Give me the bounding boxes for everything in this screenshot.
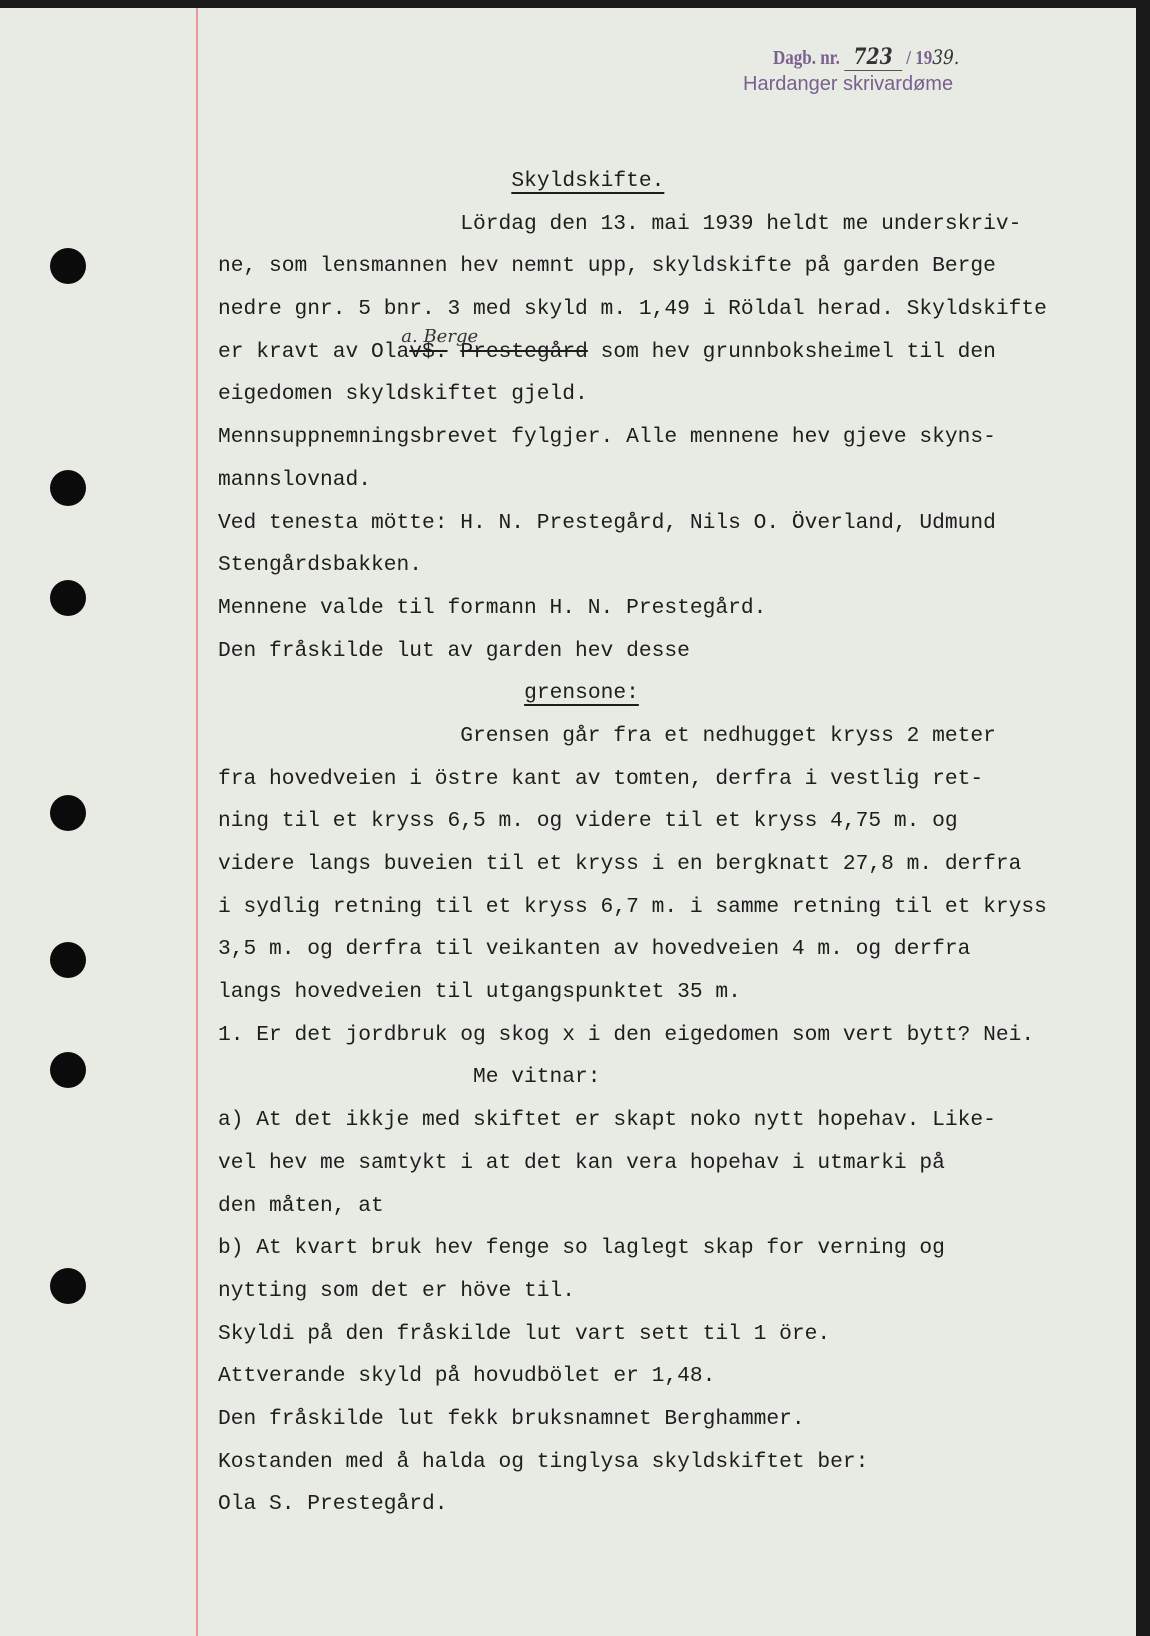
line-text: ne, som lensmannen hev nemnt upp, skyldskifte på garden Berge	[218, 254, 996, 279]
year-prefix: 19	[915, 47, 933, 69]
text-line	[218, 630, 1047, 673]
line-text: nedre gnr. 5 bnr. 3 med skyld m. 1,49 i Röldal herad. Skyldskifte	[218, 297, 1047, 322]
text-line	[218, 1099, 1047, 1142]
text-line	[218, 1441, 1047, 1484]
office-name: Hardanger skrivardøme	[743, 73, 954, 95]
text-line	[218, 1056, 1047, 1099]
line-text: Mennsuppnemningsbrevet fylgjer. Alle mennene hev gjeve skyns-	[218, 425, 996, 450]
text-line	[218, 459, 1047, 502]
handwritten-correction	[401, 325, 479, 364]
year-suffix: 39.	[932, 45, 960, 69]
punch-hole	[50, 470, 86, 506]
text-line	[218, 288, 1047, 331]
text-line	[218, 1142, 1047, 1185]
text-line	[218, 928, 1047, 971]
text-line	[218, 715, 1047, 758]
dagb-label: Dagb. nr.	[773, 47, 840, 69]
line-text: vel hev me samtykt i at det kan vera hopehav i utmarki på	[218, 1150, 945, 1175]
claim-before: er kravt av Ola	[218, 339, 410, 364]
line-text: 3,5 m. og derfra til veikanten av hovedveien 4 m. og derfra	[218, 937, 971, 962]
line-text: Mennene valde til formann H. N. Prestegård.	[218, 595, 767, 620]
line-text: Stengårdsbakken.	[218, 553, 423, 578]
line-text: ning til et kryss 6,5 m. og videre til et kryss 4,75 m. og	[218, 809, 958, 834]
line-text: Attverande skyld på hovudbölet er 1,48.	[218, 1364, 716, 1389]
line-text: langs hovedveien til utgangspunktet 35 m.	[218, 980, 741, 1005]
text-line	[218, 1355, 1047, 1398]
line-text: nytting som det er höve til.	[218, 1278, 576, 1303]
registry-stamp: Dagb. nr. 723 / 1939. Hardanger skrivardøme	[773, 44, 992, 96]
text-line	[218, 1398, 1047, 1441]
document-body	[218, 160, 1047, 1526]
line-text: fra hovedveien i östre kant av tomten, derfra i vestlig ret-	[218, 766, 984, 791]
document-title	[218, 160, 1047, 203]
subtitle-text: grensone:	[524, 681, 639, 706]
section-heading	[218, 672, 1047, 715]
line-text: Ola S. Prestegård.	[218, 1492, 448, 1517]
text-line	[218, 843, 1047, 886]
line-text: Me vitnar:	[473, 1065, 601, 1090]
text-line	[218, 800, 1047, 843]
text-line	[218, 1270, 1047, 1313]
text-line	[218, 1014, 1047, 1057]
line-text: Den fråskilde lut fekk bruksnamnet Berghammer.	[218, 1406, 805, 1431]
text-line	[218, 886, 1047, 929]
punch-hole	[50, 1052, 86, 1088]
punch-hole	[50, 580, 86, 616]
line-text: 1. Er det jordbruk og skog x i den eigedomen som vert bytt? Nei.	[218, 1022, 1035, 1047]
line-text: Kostanden med å halda og tinglysa skyldskiftet ber:	[218, 1449, 869, 1474]
dagb-number: 723	[844, 44, 902, 71]
line-text: videre langs buveien til et kryss i en bergknatt 27,8 m. derfra	[218, 852, 1022, 876]
line-text: den måten, at	[218, 1193, 384, 1218]
text-line	[218, 1185, 1047, 1228]
punch-hole	[50, 248, 86, 284]
struck-name: Prestegård	[460, 339, 588, 364]
claim-after: som hev grunnboksheimel til den	[587, 339, 996, 364]
text-line	[218, 1483, 1047, 1526]
text-line	[218, 325, 1047, 374]
text-line	[218, 587, 1047, 630]
correction-text: a. Berge	[401, 325, 479, 347]
line-text: i sydlig retning til et kryss 6,7 m. i samme retning til et kryss	[218, 894, 1047, 919]
text-line	[218, 971, 1047, 1014]
line-text: eigedomen skyldskiftet gjeld.	[218, 382, 588, 407]
text-line	[218, 1227, 1047, 1270]
struck-initial: v$.	[409, 339, 448, 364]
line-text: a) At det ikkje med skiftet er skapt noko nytt hopehav. Like-	[218, 1108, 996, 1133]
text-line	[218, 758, 1047, 801]
line-text: Lördag den 13. mai 1939 heldt me underskriv-	[460, 211, 1022, 236]
line-text: Den fråskilde lut av garden hev desse	[218, 638, 690, 663]
line-text: b) At kvart bruk hev fenge so laglegt skap for verning og	[218, 1236, 945, 1261]
punch-hole	[50, 942, 86, 978]
line-text: mannslovnad.	[218, 467, 372, 492]
text-line	[218, 203, 1047, 246]
text-line	[218, 502, 1047, 545]
title-text: Skyldskifte.	[511, 169, 665, 193]
text-line	[218, 416, 1047, 459]
text-line	[218, 245, 1047, 288]
text-line	[218, 373, 1047, 416]
text-line	[218, 544, 1047, 587]
punch-hole	[50, 1268, 86, 1304]
text-line	[218, 1313, 1047, 1356]
line-text: Grensen går fra et nedhugget kryss 2 meter	[460, 723, 996, 748]
punch-hole	[50, 795, 86, 831]
line-text: Skyldi på den fråskilde lut vart sett til 1 öre.	[218, 1321, 831, 1346]
margin-line	[196, 8, 198, 1636]
line-text: Ved tenesta mötte: H. N. Prestegård, Nils O. Överland, Udmund	[218, 510, 996, 535]
